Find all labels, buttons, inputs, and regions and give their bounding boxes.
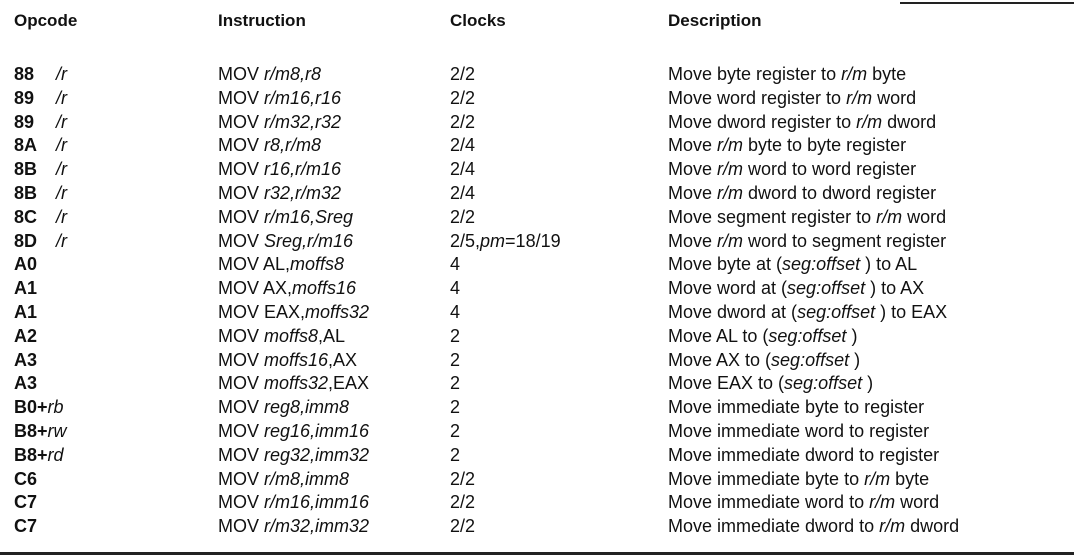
opcode-suffix: /r [56, 183, 67, 203]
opcode-cell [14, 301, 56, 323]
description-cell [668, 253, 917, 275]
opcode-cell [14, 372, 56, 394]
text-segment: r/m32,r32 [264, 111, 342, 132]
text-segment: r/m16,r16 [264, 87, 342, 108]
text-segment: Move [668, 135, 718, 156]
opcode-value: A1 [14, 278, 38, 299]
instruction-cell [218, 63, 321, 85]
text-segment: r32,r/m32 [264, 183, 342, 203]
text-segment: MOV [218, 373, 265, 394]
opcode-suffix: /r [56, 135, 67, 156]
bottom-rule [0, 552, 1074, 555]
description-cell [668, 396, 924, 418]
text-segment: Move immediate dword to register [668, 444, 940, 465]
opcode-suffix: /r [56, 159, 67, 180]
instruction-cell [218, 230, 353, 252]
opcode-suffix: rb [47, 397, 64, 418]
description-cell [668, 349, 860, 371]
instruction-cell [218, 301, 369, 323]
description-cell [668, 468, 929, 490]
text-segment: moffs32 [264, 373, 329, 394]
clocks-cell [450, 491, 475, 513]
text-segment: r/m [717, 159, 744, 180]
text-segment: r/m [864, 468, 891, 489]
opcode-cell [14, 87, 67, 109]
text-segment: moffs16 [292, 278, 357, 299]
text-segment: byte to byte register [743, 135, 907, 156]
text-segment: MOV [218, 111, 265, 132]
table-row [0, 253, 1074, 275]
clocks-cell [450, 372, 460, 394]
description-cell [668, 301, 947, 323]
description-cell [668, 158, 916, 180]
text-segment: MOV AX, [218, 278, 293, 299]
text-segment: MOV [218, 444, 265, 465]
opcode-suffix: /r [56, 230, 67, 251]
opcode-value: A1 [14, 302, 38, 322]
text-segment: 2/2 [450, 64, 476, 84]
text-segment: r/m [856, 111, 883, 132]
opcode-suffix: rd [47, 444, 64, 465]
table-row [0, 420, 1074, 442]
text-segment: Move byte at ( [668, 254, 783, 275]
text-segment: Move [668, 230, 718, 251]
table-row [0, 182, 1074, 204]
text-segment: Move segment register to [668, 206, 877, 227]
table-row [0, 491, 1074, 513]
description-cell [668, 87, 916, 109]
opcode-value: C7 [14, 492, 38, 513]
text-segment: r/m [841, 64, 868, 84]
text-segment: MOV AL, [218, 254, 291, 275]
text-segment: seg:offset [768, 325, 847, 346]
text-segment: Move AX to ( [668, 349, 772, 370]
text-segment: MOV [218, 183, 265, 203]
text-segment: Move dword register to [668, 111, 857, 132]
description-cell [668, 111, 936, 133]
instruction-cell [218, 87, 341, 109]
opcode-value: 8D [14, 230, 38, 251]
text-segment: Move EAX to ( [668, 373, 785, 394]
opcode-suffix: /r [56, 206, 67, 227]
instruction-cell [218, 515, 369, 537]
description-cell [668, 515, 959, 537]
description-cell [668, 206, 946, 228]
opcode-value: C6 [14, 468, 38, 489]
text-segment: MOV [218, 135, 265, 156]
clocks-cell [450, 420, 460, 442]
text-segment: MOV [218, 492, 265, 513]
text-segment: MOV [218, 516, 265, 537]
text-segment: reg8,imm8 [264, 397, 350, 418]
opcode-value: B0+ [14, 397, 48, 418]
text-segment: MOV [218, 230, 265, 251]
opcode-cell [14, 134, 67, 156]
text-segment: moffs8 [264, 325, 319, 346]
header-clocks: Clocks [450, 11, 506, 30]
opcode-cell [14, 515, 56, 537]
text-segment: Move immediate byte to [668, 468, 865, 489]
text-segment: 4 [450, 254, 461, 275]
text-segment: word [872, 87, 917, 108]
table-row [0, 444, 1074, 466]
text-segment: Move byte register to [668, 64, 842, 84]
text-segment: 2/4 [450, 159, 476, 180]
text-segment: reg32,imm32 [264, 444, 370, 465]
opcode-suffix: /r [56, 87, 67, 108]
text-segment: r/m16,Sreg [264, 206, 354, 227]
text-segment: 2/2 [450, 468, 476, 489]
table-header [0, 10, 1074, 32]
text-segment: r/m [717, 135, 744, 156]
text-segment: Sreg,r/m16 [264, 230, 354, 251]
text-segment: Move immediate byte to register [668, 397, 925, 418]
opcode-cell [14, 63, 67, 85]
text-segment: moffs16 [264, 349, 329, 370]
text-segment: seg:offset [787, 278, 866, 299]
opcode-value: A3 [14, 349, 38, 370]
instruction-cell [218, 134, 321, 156]
text-segment: 2/2 [450, 206, 476, 227]
text-segment: 2/2 [450, 87, 476, 108]
instruction-cell [218, 206, 353, 228]
text-segment: 2/4 [450, 183, 476, 203]
header-instruction: Instruction [218, 11, 306, 30]
text-segment: dword to dword register [743, 183, 937, 203]
text-segment: r/m [879, 516, 906, 537]
clocks-cell [450, 301, 460, 323]
text-segment: r/m [869, 492, 896, 513]
clocks-cell [450, 182, 475, 204]
text-segment: seg:offset [782, 254, 861, 275]
description-cell [668, 491, 939, 513]
opcode-cell [14, 491, 56, 513]
text-segment: 2 [450, 421, 461, 441]
table-row [0, 134, 1074, 156]
description-cell [668, 444, 939, 466]
clocks-cell [450, 444, 460, 466]
clocks-cell [450, 349, 460, 371]
text-segment: r8,r/m8 [264, 135, 322, 156]
table-row [0, 230, 1074, 252]
opcode-cell [14, 444, 64, 466]
text-segment: ,EAX [328, 373, 370, 394]
instruction-cell [218, 444, 369, 466]
text-segment: ) [862, 373, 874, 394]
table-row [0, 396, 1074, 418]
text-segment: word to segment register [743, 230, 947, 251]
text-segment: MOV [218, 206, 265, 227]
clocks-cell [450, 253, 460, 275]
clocks-cell [450, 325, 460, 347]
text-segment: MOV [218, 468, 265, 489]
text-segment: moffs32 [305, 302, 370, 322]
text-segment: r/m16,imm16 [264, 492, 370, 513]
instruction-cell [218, 396, 349, 418]
opcode-value: 89 [14, 111, 35, 132]
table-row [0, 468, 1074, 490]
text-segment: reg16,imm16 [264, 421, 370, 441]
clocks-cell [450, 111, 475, 133]
opcode-value: B8+ [14, 444, 48, 465]
text-segment: word to word register [743, 159, 917, 180]
clocks-cell [450, 230, 561, 252]
clocks-cell [450, 87, 475, 109]
opcode-cell [14, 468, 56, 490]
instruction-cell [218, 253, 344, 275]
instruction-cell [218, 349, 357, 371]
text-segment: ,AL [318, 325, 346, 346]
opcode-cell [14, 277, 56, 299]
clocks-cell [450, 468, 475, 490]
opcode-cell [14, 420, 67, 442]
clocks-cell [450, 206, 475, 228]
instruction-cell [218, 325, 345, 347]
instruction-cell [218, 158, 341, 180]
text-segment: ) [846, 325, 858, 346]
text-segment: ) [849, 349, 861, 370]
opcode-cell [14, 253, 56, 275]
text-segment: Move immediate dword to [668, 516, 880, 537]
header-opcode: Opcode [14, 11, 78, 30]
text-segment: r/m8,r8 [264, 64, 322, 84]
text-segment: moffs8 [290, 254, 345, 275]
description-cell [668, 182, 936, 204]
opcode-suffix: rw [47, 421, 67, 441]
text-segment: seg:offset [797, 302, 876, 322]
description-cell [668, 372, 873, 394]
clocks-cell [450, 515, 475, 537]
description-cell [668, 134, 906, 156]
text-segment: seg:offset [771, 349, 850, 370]
text-segment: MOV [218, 87, 265, 108]
text-segment: 2 [450, 349, 461, 370]
text-segment: r/m32,imm32 [264, 516, 370, 537]
text-segment: 4 [450, 302, 461, 322]
clocks-cell [450, 134, 475, 156]
text-segment: 2 [450, 397, 461, 418]
clocks-cell [450, 63, 475, 85]
text-segment: ) to EAX [875, 302, 948, 322]
text-segment: r/m [717, 183, 744, 203]
top-rule [900, 2, 1074, 4]
opcode-value: A3 [14, 373, 38, 394]
text-segment: dword [905, 516, 960, 537]
text-segment: 2 [450, 325, 461, 346]
header-description: Description [668, 11, 762, 30]
text-segment: seg:offset [784, 373, 863, 394]
clocks-cell [450, 158, 475, 180]
opcode-cell [14, 230, 67, 252]
text-segment: Move [668, 159, 718, 180]
text-segment: Move AL to ( [668, 325, 769, 346]
text-segment: word [895, 492, 940, 513]
text-segment: MOV [218, 64, 265, 84]
description-cell [668, 230, 946, 252]
text-segment: dword [882, 111, 937, 132]
table-row [0, 301, 1074, 323]
opcode-cell [14, 349, 56, 371]
table-row [0, 277, 1074, 299]
opcode-value: A2 [14, 325, 38, 346]
opcode-cell [14, 325, 56, 347]
description-cell [668, 325, 857, 347]
text-segment: word [902, 206, 947, 227]
opcode-suffix: /r [56, 64, 67, 84]
text-segment: 4 [450, 278, 461, 299]
description-cell [668, 420, 929, 442]
text-segment: ) to AL [860, 254, 918, 275]
instruction-cell [218, 372, 369, 394]
text-segment: MOV [218, 421, 265, 441]
opcode-suffix: /r [56, 111, 67, 132]
text-segment: 2/5, [450, 230, 481, 251]
table-row [0, 206, 1074, 228]
text-segment: Move immediate word to [668, 492, 870, 513]
opcode-value: 8C [14, 206, 38, 227]
table-row [0, 515, 1074, 537]
text-segment: 2/4 [450, 135, 476, 156]
text-segment: Move [668, 183, 718, 203]
text-segment: byte [867, 64, 907, 84]
text-segment: 2/2 [450, 492, 476, 513]
text-segment: MOV [218, 325, 265, 346]
text-segment: 2 [450, 373, 461, 394]
text-segment: pm [480, 230, 506, 251]
text-segment: r/m [876, 206, 903, 227]
description-cell [668, 63, 906, 85]
instruction-cell [218, 111, 341, 133]
text-segment: MOV EAX, [218, 302, 306, 322]
opcode-value: 8A [14, 135, 38, 156]
instruction-cell [218, 491, 369, 513]
opcode-cell [14, 158, 67, 180]
opcode-value: 88 [14, 64, 35, 84]
text-segment: =18/19 [505, 230, 561, 251]
clocks-cell [450, 277, 460, 299]
table-row [0, 158, 1074, 180]
text-segment: r16,r/m16 [264, 159, 342, 180]
text-segment: r/m8,imm8 [264, 468, 350, 489]
table-row [0, 87, 1074, 109]
text-segment: ) to AX [865, 278, 925, 299]
text-segment: MOV [218, 349, 265, 370]
text-segment: Move immediate word to register [668, 421, 930, 441]
opcode-value: B8+ [14, 421, 48, 441]
text-segment: 2/2 [450, 516, 476, 537]
opcode-value: C7 [14, 516, 38, 537]
text-segment: ,AX [328, 349, 358, 370]
text-segment: r/m [717, 230, 744, 251]
opcode-value: A0 [14, 254, 38, 275]
description-cell [668, 277, 924, 299]
text-segment: 2 [450, 444, 461, 465]
table-row [0, 349, 1074, 371]
clocks-cell [450, 396, 460, 418]
table-row [0, 111, 1074, 133]
table-row [0, 63, 1074, 85]
opcode-value: 8B [14, 183, 38, 203]
opcode-cell [14, 206, 67, 228]
text-segment: Move dword at ( [668, 302, 798, 322]
text-segment: Move word at ( [668, 278, 788, 299]
opcode-value: 8B [14, 159, 38, 180]
text-segment: Move word register to [668, 87, 847, 108]
table-row [0, 372, 1074, 394]
opcode-cell [14, 182, 67, 204]
text-segment: byte [890, 468, 930, 489]
opcode-cell [14, 111, 67, 133]
instruction-cell [218, 468, 349, 490]
opcode-cell [14, 396, 64, 418]
instruction-cell [218, 277, 356, 299]
text-segment: MOV [218, 397, 265, 418]
opcode-value: 89 [14, 87, 35, 108]
text-segment: 2/2 [450, 111, 476, 132]
text-segment: r/m [846, 87, 873, 108]
text-segment: MOV [218, 159, 265, 180]
table-row [0, 325, 1074, 347]
instruction-cell [218, 182, 341, 204]
instruction-cell [218, 420, 369, 442]
